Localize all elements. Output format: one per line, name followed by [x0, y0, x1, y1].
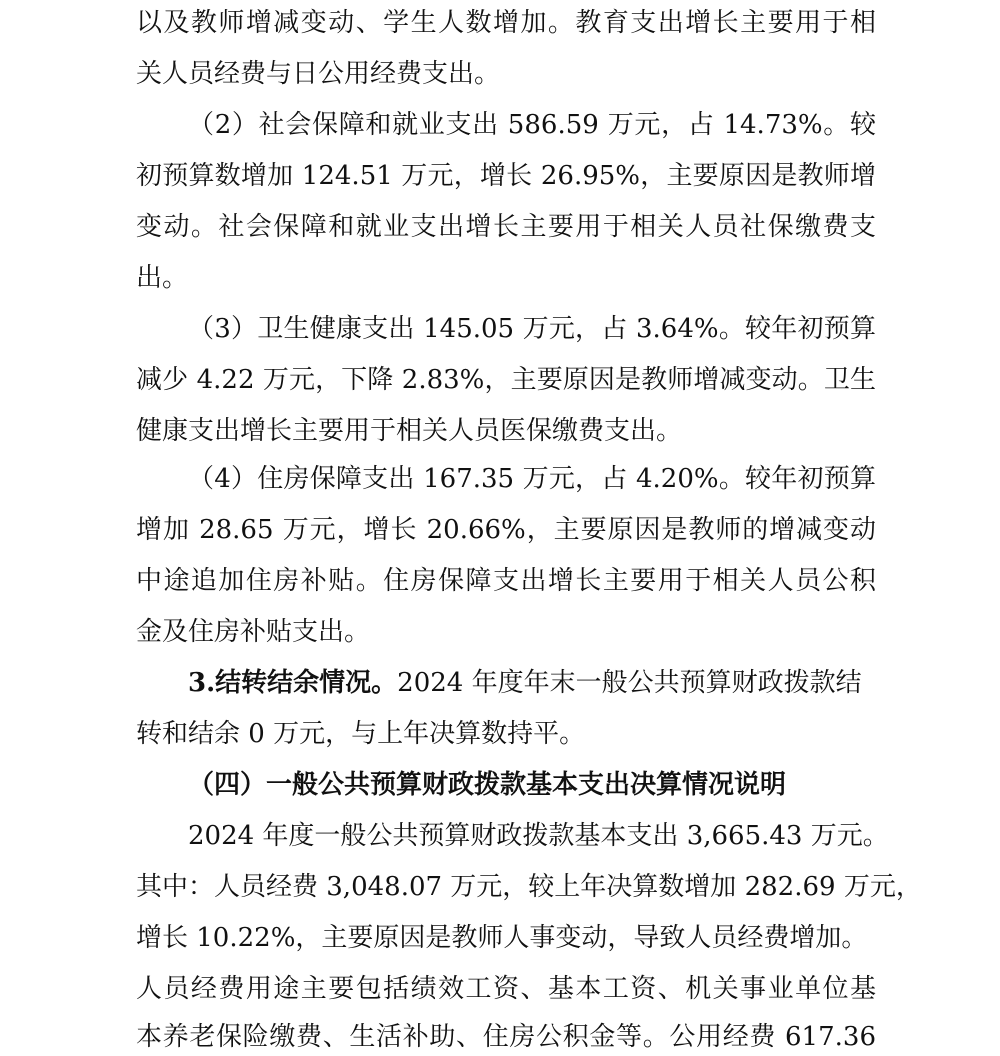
section-heading: 3.结转结余情况。: [188, 668, 398, 698]
paragraph-line: 本养老保险缴费、生活补助、住房公积金等。公用经费 617.36: [136, 1022, 876, 1052]
section-heading: （四）一般公共预算财政拨款基本支出决算情况说明: [188, 770, 787, 800]
paragraph-line: （2）社会保障和就业支出 586.59 万元，占 14.73%。较: [188, 110, 876, 140]
paragraph-text: 2024 年度年末一般公共预算财政拨款结: [397, 668, 862, 698]
paragraph-line: （4）住房保障支出 167.35 万元，占 4.20%。较年初预算: [188, 464, 876, 494]
paragraph-line: 金及住房补贴支出。: [136, 617, 371, 647]
paragraph-line: 中途追加住房补贴。住房保障支出增长主要用于相关人员公积: [136, 566, 876, 596]
paragraph-line: 人员经费用途主要包括绩效工资、基本工资、机关事业单位基: [136, 974, 876, 1004]
paragraph-line: 以及教师增减变动、学生人数增加。教育支出增长主要用于相: [136, 8, 876, 38]
section-paragraph: [188, 666, 862, 700]
paragraph-line: 减少 4.22 万元，下降 2.83%，主要原因是教师增减变动。卫生: [136, 365, 876, 395]
paragraph-line: 增加 28.65 万元，增长 20.66%，主要原因是教师的增减变动: [136, 515, 876, 545]
paragraph-line: 2024 年度一般公共预算财政拨款基本支出 3,665.43 万元。: [188, 821, 889, 851]
paragraph-line: 关人员经费与日公用经费支出。: [136, 59, 501, 89]
paragraph-line: 其中：人员经费 3,048.07 万元，较上年决算数增加 282.69 万元，: [136, 872, 922, 902]
paragraph-line: 初预算数增加 124.51 万元，增长 26.95%，主要原因是教师增: [136, 161, 876, 191]
paragraph-line: 转和结余 0 万元，与上年决算数持平。: [136, 719, 586, 749]
paragraph-line: 出。: [136, 263, 189, 293]
paragraph-line: 变动。社会保障和就业支出增长主要用于相关人员社保缴费支: [136, 212, 876, 242]
paragraph-line: （3）卫生健康支出 145.05 万元，占 3.64%。较年初预算: [188, 314, 876, 344]
paragraph-line: 健康支出增长主要用于相关人员医保缴费支出。: [136, 416, 683, 446]
paragraph-line: 增长 10.22%，主要原因是教师人事变动，导致人员经费增加。: [136, 923, 868, 953]
